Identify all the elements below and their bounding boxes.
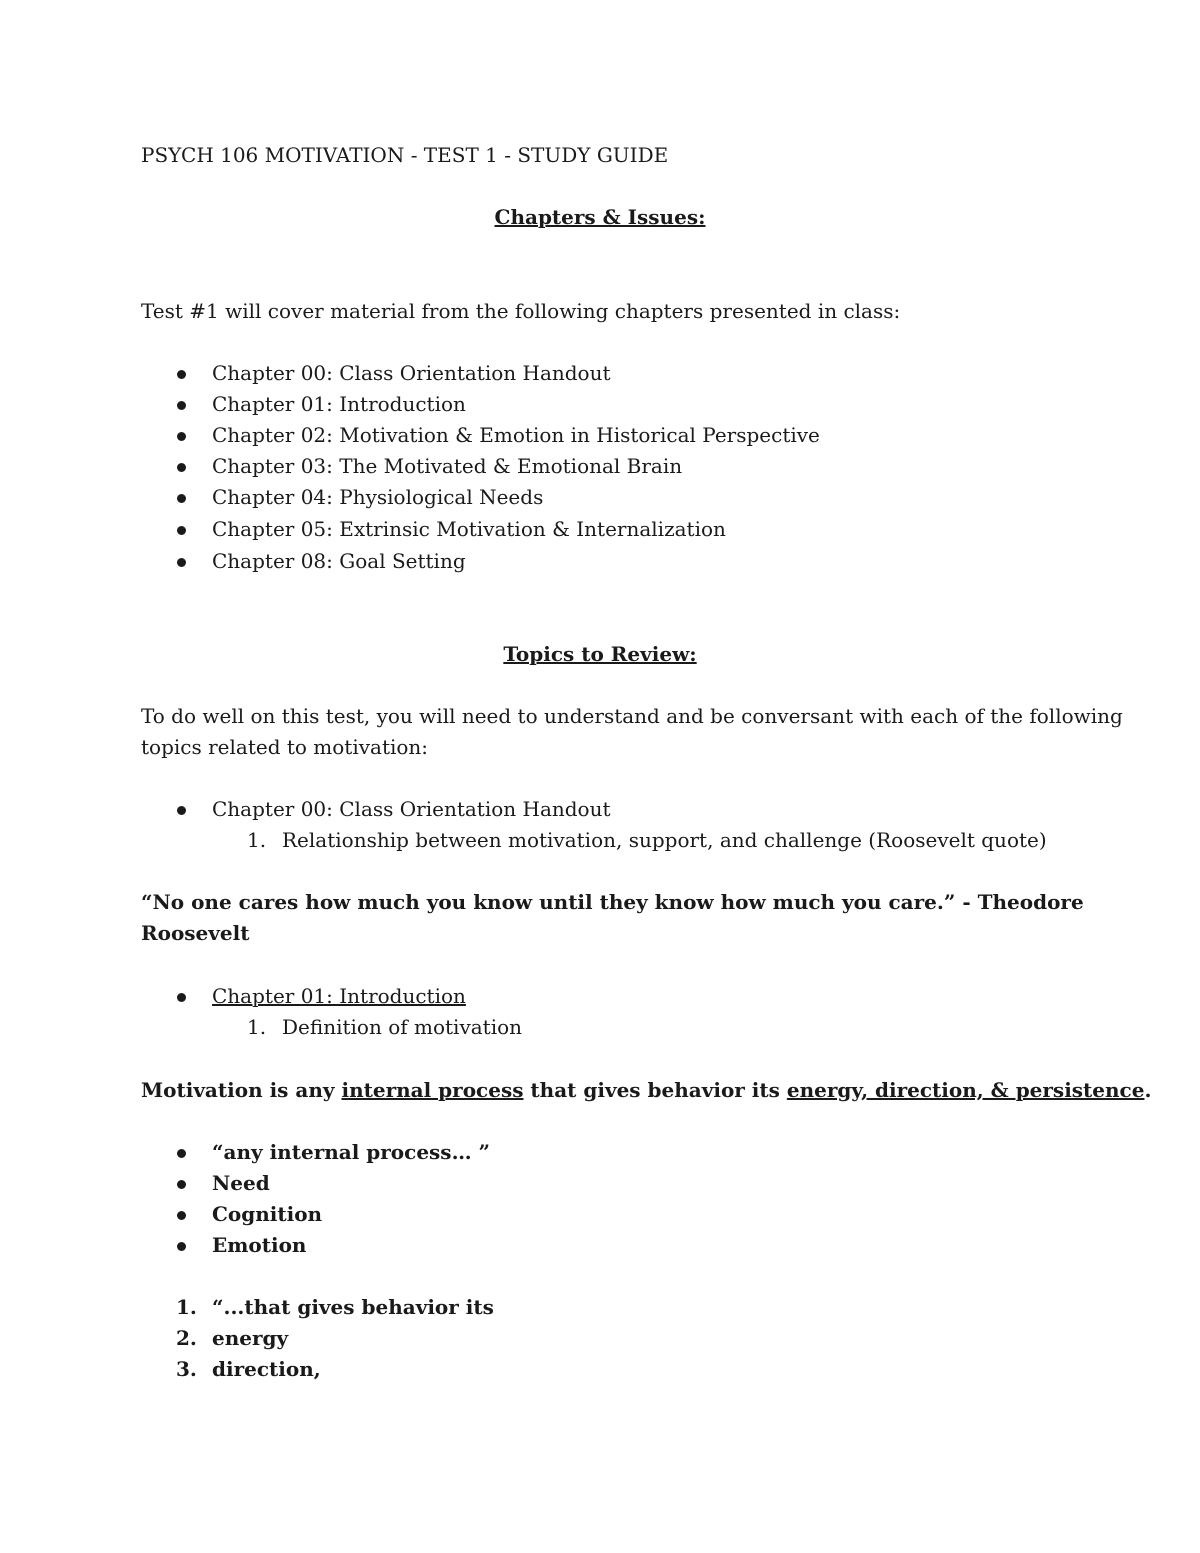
bullet-icon	[177, 526, 186, 535]
bullet-icon	[177, 1211, 186, 1220]
bullet-icon	[177, 370, 186, 379]
section-heading-chapters: Chapters & Issues:	[494, 205, 706, 229]
motivation-definition: Motivation is any internal process that gives behavior its energy, direction, & persistence.	[141, 1078, 1152, 1102]
bullet-icon	[177, 401, 186, 410]
document-page: PSYCH 106 MOTIVATION - TEST 1 - STUDY GUIDE Chapters & Issues: Test #1 will cover material from the following chapters presented in class: Chapter 00: Class Orientation Handout Chapter 01: Introduction Chapter 02: Motivation & Emotion in Historical Perspective Chapter 03: The Motivated & Emotional Brain Chapter 04: Physiological Needs Chapter 05: Extrinsic Motivation & Internalization Chapter 08: Goal Setting Topics to Review: To do well on this test, you will need to understand and be conversant with each of the following topics related to motivation: Chapter 00: Class Orientation Handout 1. Relationship between motivation, support, and challenge (Roosevelt quote) “No one cares how much you know until they know how much you care.” - Theodore Roosevelt Chapter 01: Introduction 1. Definition of motivation Motivation is any internal process that gives behavior its energy, direction, & persistence. “any internal process… ” Need Cognition Emotion 1. “...that gives behavior its 2. energy 3. direction,	[0, 0, 1200, 1553]
definition-term: internal process	[341, 1078, 524, 1102]
topics-intro-line-2: topics related to motivation:	[141, 735, 429, 759]
bullet-icon	[177, 432, 186, 441]
bullet-icon	[177, 1180, 186, 1189]
section-heading-topics: Topics to Review:	[503, 642, 697, 666]
bullet-icon	[177, 1242, 186, 1251]
quote-line-2: Roosevelt	[141, 921, 250, 945]
quote-line-1: “No one cares how much you know until they know how much you care.” - Theodore	[141, 890, 1084, 914]
document-title: PSYCH 106 MOTIVATION - TEST 1 - STUDY GUIDE	[141, 143, 669, 167]
bullet-icon	[177, 1149, 186, 1158]
bullet-icon	[177, 494, 186, 503]
bullet-icon	[177, 558, 186, 567]
chapters-intro: Test #1 will cover material from the following chapters presented in class:	[141, 299, 901, 323]
definition-term: energy, direction, & persistence	[786, 1078, 1145, 1102]
bullet-icon	[177, 463, 186, 472]
bullet-icon	[177, 993, 186, 1002]
bullet-icon	[177, 806, 186, 815]
topics-intro-line-1: To do well on this test, you will need to understand and be conversant with each of the following	[141, 704, 1123, 728]
